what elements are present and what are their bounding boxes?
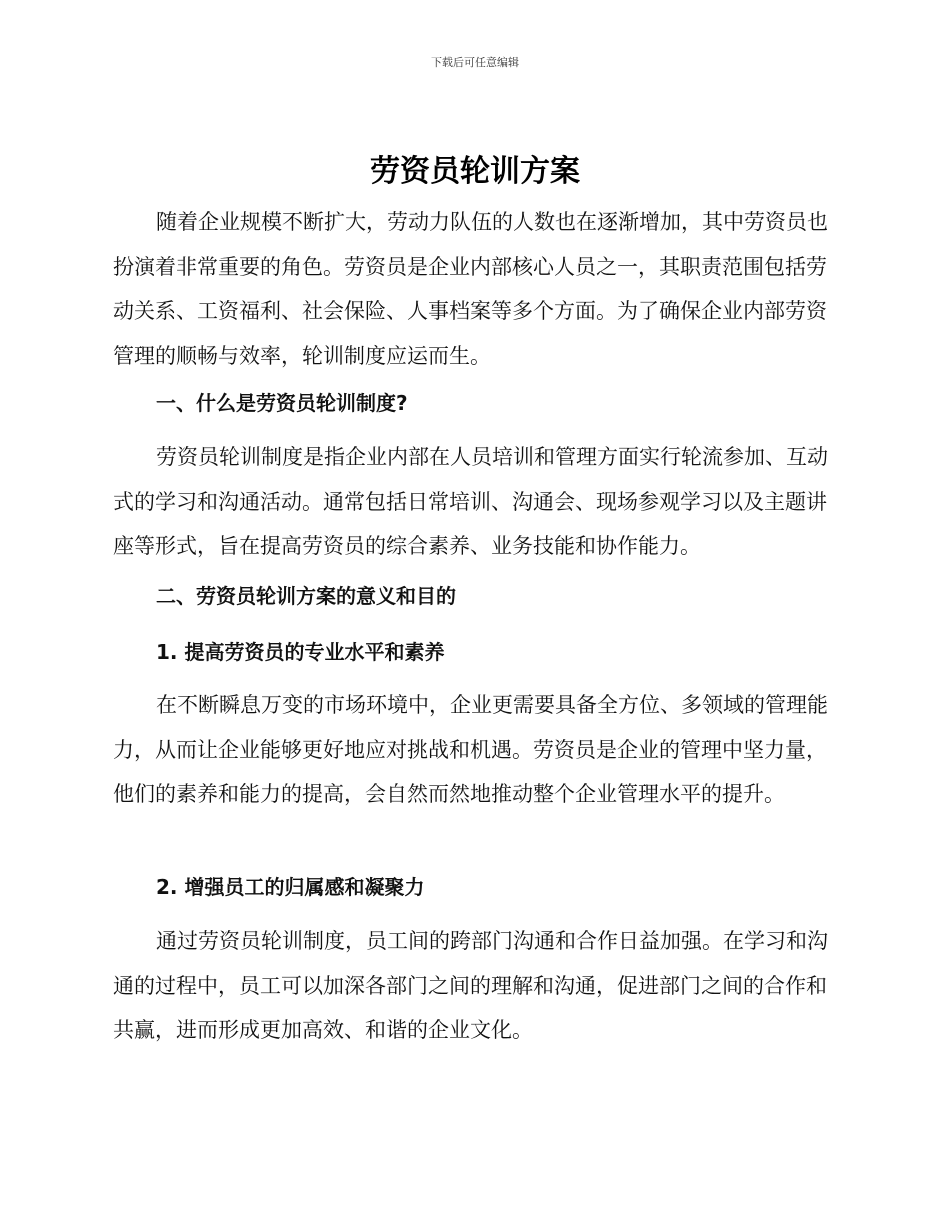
section-1-paragraph: 劳资员轮训制度是指企业内部在人员培训和管理方面实行轮流参加、互动式的学习和沟通活动。通常包括日常培训、沟通会、现场参观学习以及主题讲座等形式，旨在提高劳资员的综合素养、业务技能和协作能力。 <box>113 445 828 558</box>
section-1-heading: 一、什么是劳资员轮训制度? <box>156 391 408 415</box>
intro-paragraph: 随着企业规模不断扩大，劳动力队伍的人数也在逐渐增加，其中劳资员也扮演着非常重要的角色。劳资员是企业内部核心人员之一，其职责范围包括劳动关系、工资福利、社会保险、人事档案等多个方面。为了确保企业内部劳资管理的顺畅与效率，轮训制度应运而生。 <box>113 210 828 368</box>
subsection-2-paragraph: 通过劳资员轮训制度，员工间的跨部门沟通和合作日益加强。在学习和沟通的过程中，员工可以加深各部门之间的理解和沟通，促进部门之间的合作和共赢，进而形成更加高效、和谐的企业文化。 <box>113 929 828 1042</box>
subsection-1-paragraph: 在不断瞬息万变的市场环境中，企业更需要具备全方位、多领域的管理能力，从而让企业能够更好地应对挑战和机遇。劳资员是企业的管理中坚力量，他们的素养和能力的提高，会自然而然地推动整个企业管理水平的提升。 <box>113 693 828 806</box>
subsection-2-heading: 2. 增强员工的归属感和凝聚力 <box>156 875 425 899</box>
page-header: 下载后可任意编辑 <box>431 56 519 69</box>
section-2-heading: 二、劳资员轮训方案的意义和目的 <box>156 584 456 608</box>
subsection-1-heading: 1. 提高劳资员的专业水平和素养 <box>156 640 445 664</box>
document-title: 劳资员轮训方案 <box>370 154 580 189</box>
